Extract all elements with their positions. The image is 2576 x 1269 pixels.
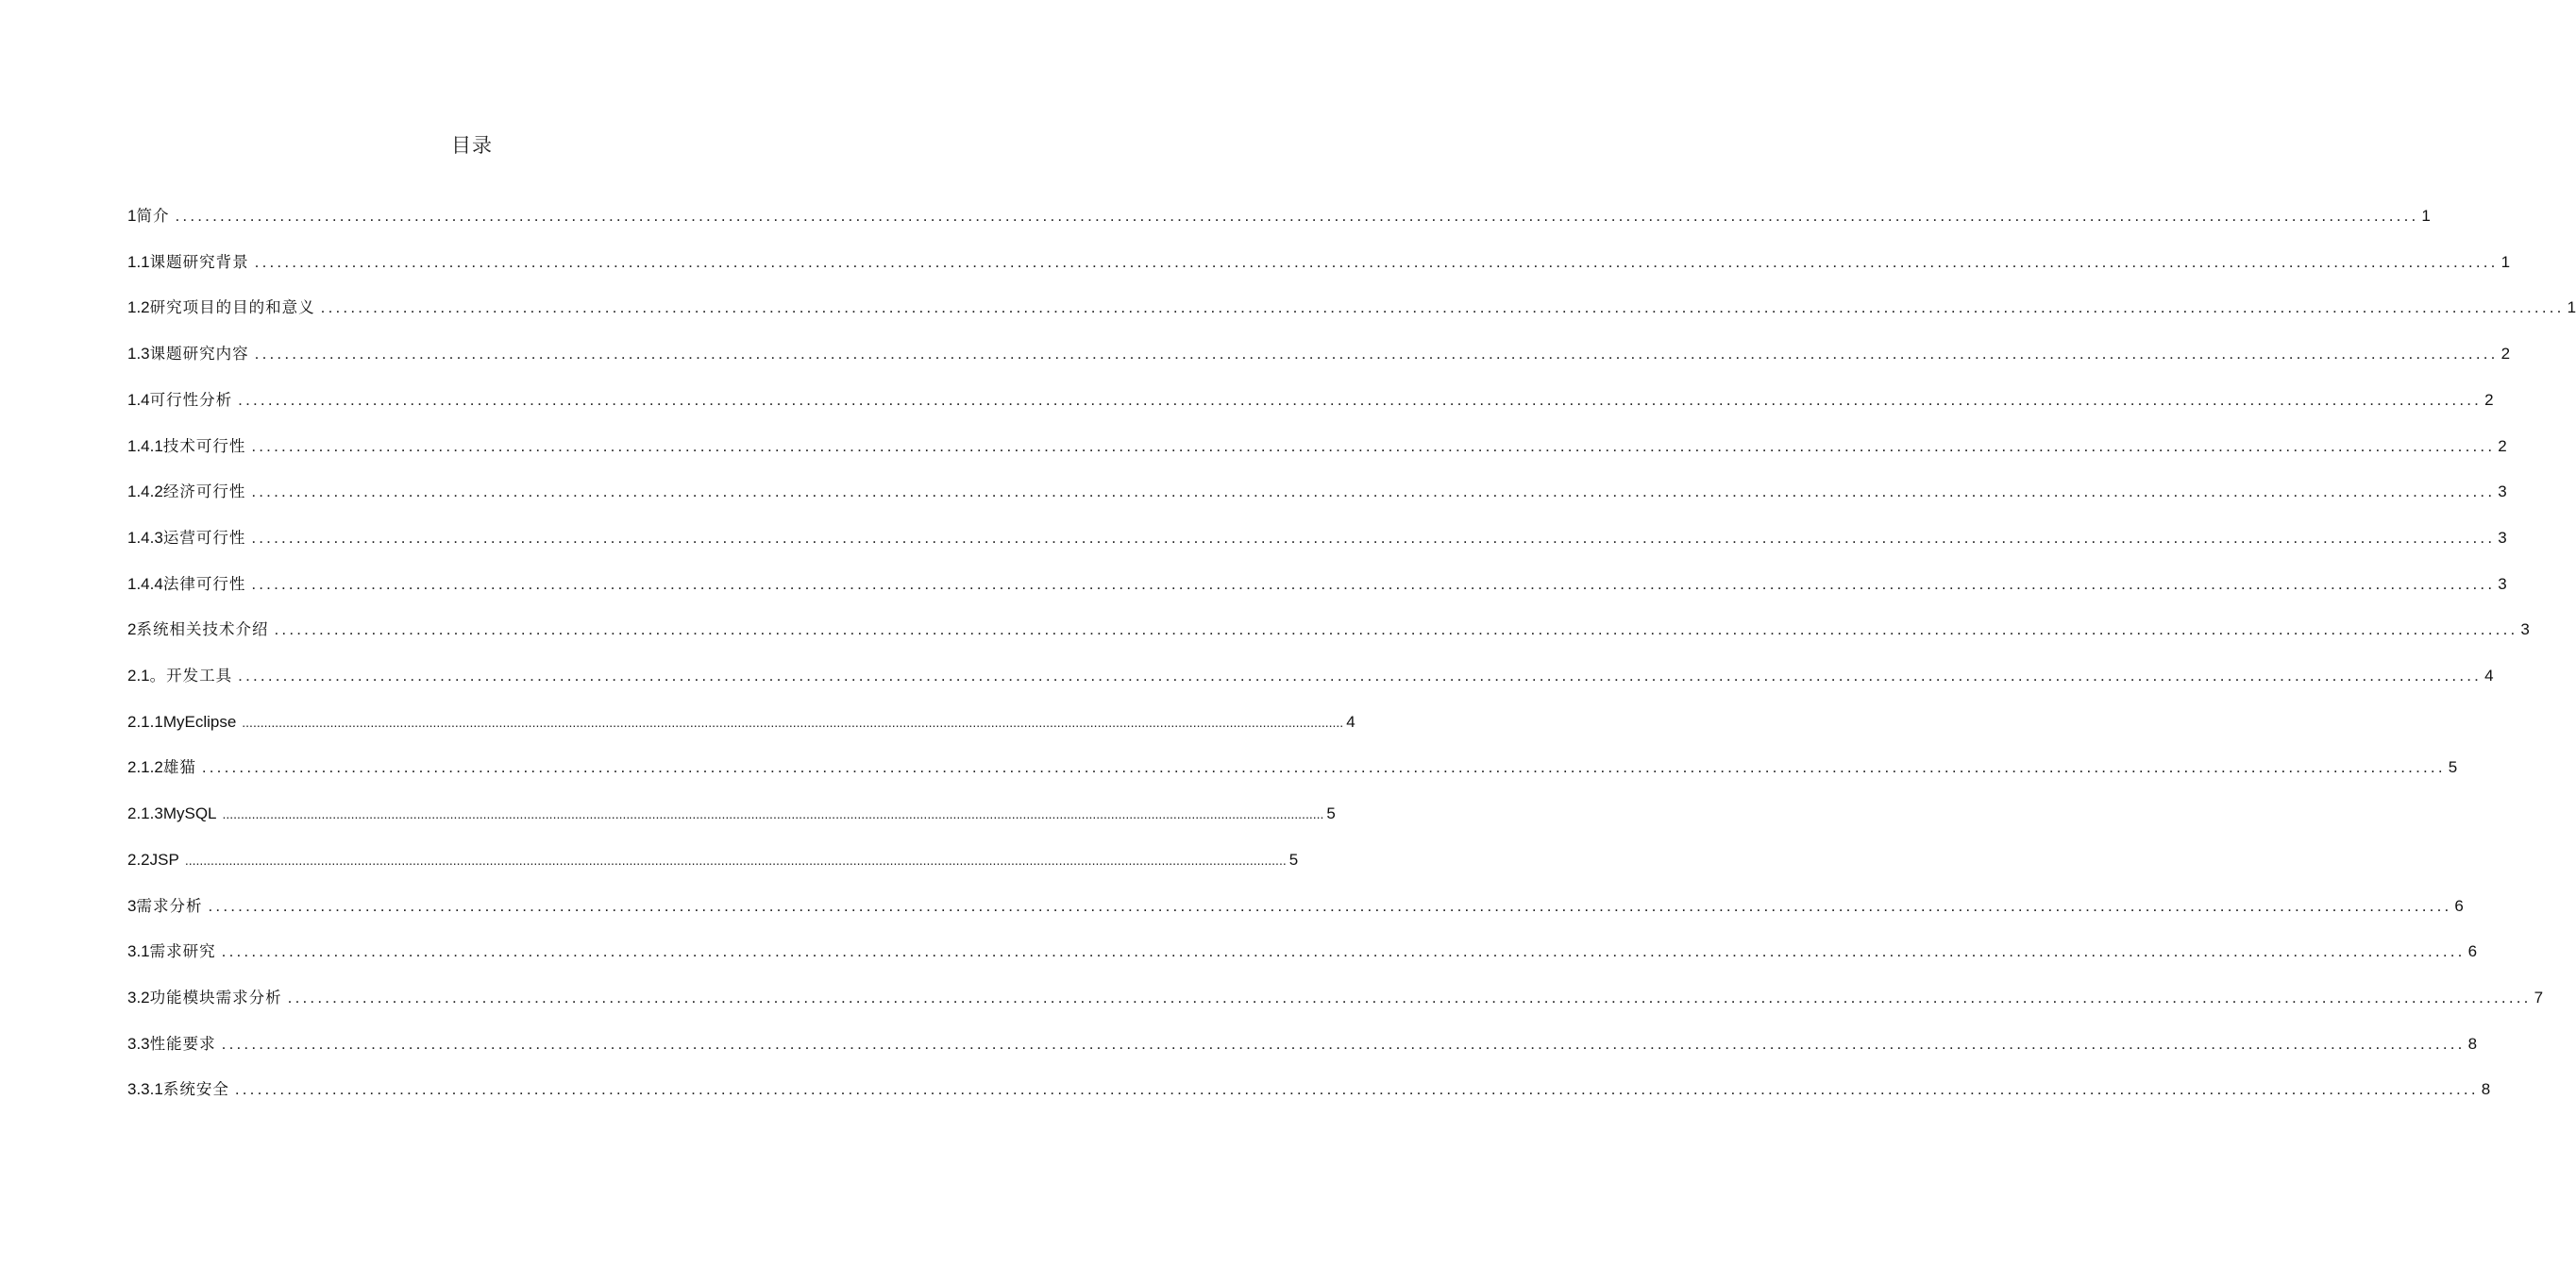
- toc-entry-title: 需求分析: [136, 896, 203, 915]
- toc-entry-number: 2.1.2: [127, 758, 163, 777]
- toc-entry[interactable]: [127, 618, 2530, 642]
- toc-entry-page-number: 6: [2467, 942, 2478, 961]
- toc-entry-page-number: 3: [2498, 574, 2507, 593]
- toc-leader-dots: ............................................................................................................................................................................................................................................................................................................: [221, 942, 2466, 961]
- toc-entry-number: 3.2: [127, 988, 150, 1007]
- toc-entry-page-number: 6: [2454, 896, 2464, 915]
- toc-leader-dots: ............................................................................................................................................................................................................................................................................................................: [251, 574, 2496, 593]
- toc-entry-number: 3.3.1: [127, 1080, 163, 1099]
- toc-entry-number: 2.2: [127, 850, 150, 869]
- toc-entry-number: 3: [127, 896, 137, 915]
- toc-entry-title: 技术可行性: [162, 436, 246, 455]
- toc-entry-number: 1.3: [127, 345, 150, 364]
- toc-entry-title: 功能模块需求分析: [149, 988, 282, 1007]
- toc-entry-number: 1.1: [127, 252, 150, 271]
- toc-leader-dots: ............................................................................................................................................................................................................................................................................................................: [320, 298, 2565, 317]
- toc-entry-page-number: 7: [2534, 988, 2544, 1007]
- toc-entry-number: 1.4.1: [127, 436, 163, 455]
- toc-entry[interactable]: [127, 1077, 2491, 1102]
- toc-entry[interactable]: [127, 480, 2507, 504]
- toc-entry-title: 。开发工具: [149, 667, 233, 685]
- toc-title: 目录: [451, 134, 493, 157]
- toc-entry-page-number: 3: [2498, 528, 2507, 547]
- toc-leader-dots: ............................................................................................................................................................................................................................................................................................................: [175, 207, 2419, 225]
- toc-entry-title: 研究项目的目的和意义: [149, 298, 315, 317]
- toc-entry-page-number: 5: [1326, 804, 1336, 823]
- toc-leader-dots: ............................................................................................................................................................................................................................................................................................................: [184, 852, 1287, 868]
- toc-entry[interactable]: [127, 755, 2458, 780]
- toc-entry[interactable]: [127, 250, 2511, 275]
- toc-entry-number: 2.1: [127, 667, 150, 685]
- toc-entry[interactable]: [127, 572, 2507, 597]
- toc-entry-title: 雄猫: [162, 758, 196, 777]
- toc-entry[interactable]: [127, 388, 2494, 413]
- toc-leader-dots: ............................................................................................................................................................................................................................................................................................................: [251, 528, 2496, 547]
- toc-entry[interactable]: [127, 986, 2544, 1010]
- toc-leader-dots: ............................................................................................................................................................................................................................................................................................................: [251, 436, 2496, 455]
- toc-entry-title: 系统安全: [162, 1080, 229, 1099]
- toc-leader-dots: ............................................................................................................................................................................................................................................................................................................: [201, 758, 2446, 777]
- toc-entry-page-number: 1: [2421, 207, 2431, 225]
- toc-entry-title: 法律可行性: [162, 574, 246, 593]
- toc-leader-dots: ............................................................................................................................................................................................................................................................................................................: [208, 896, 2452, 915]
- toc-entry-number: 1: [127, 207, 137, 225]
- toc-entry[interactable]: [127, 1032, 2478, 1057]
- toc-entry[interactable]: [127, 894, 2464, 919]
- toc-entry-number: 2.1.1: [127, 712, 163, 731]
- toc-entry-title: MySQL: [162, 804, 217, 823]
- toc-entry-title: 系统相关技术介绍: [136, 620, 269, 639]
- toc-entry-page-number: 5: [2448, 758, 2458, 777]
- toc-leader-dots: ............................................................................................................................................................................................................................................................................................................: [274, 620, 2518, 639]
- toc-entry-page-number: 3: [2498, 482, 2507, 501]
- toc-entry-title: 简介: [136, 207, 170, 225]
- toc-leader-dots: ............................................................................................................................................................................................................................................................................................................: [221, 1034, 2466, 1053]
- toc-entry-number: 1.4.3: [127, 528, 163, 547]
- toc-entry-title: 课题研究内容: [149, 345, 249, 364]
- toc-leader-dots: ............................................................................................................................................................................................................................................................................................................: [254, 252, 2499, 271]
- toc-entry-page-number: 2: [2498, 436, 2507, 455]
- toc-entry-number: 1.4: [127, 390, 150, 409]
- toc-entry-title: 课题研究背景: [149, 252, 249, 271]
- toc-entry-page-number: 8: [2481, 1080, 2491, 1099]
- toc-entry[interactable]: [127, 204, 2431, 228]
- toc-entry[interactable]: [127, 848, 1299, 872]
- toc-leader-dots: ............................................................................................................................................................................................................................................................................................................: [242, 714, 1344, 730]
- toc-entry-page-number: 2: [2484, 390, 2494, 409]
- toc-entry-title: JSP: [149, 850, 179, 869]
- toc-entry[interactable]: [127, 296, 2576, 320]
- toc-leader-dots: ............................................................................................................................................................................................................................................................................................................: [287, 988, 2532, 1007]
- toc-entry-title: 需求研究: [149, 942, 216, 961]
- toc-entry-title: 可行性分析: [149, 390, 233, 409]
- toc-entry-number: 1.4.4: [127, 574, 163, 593]
- toc-entry[interactable]: [127, 526, 2507, 550]
- toc-leader-dots: ............................................................................................................................................................................................................................................................................................................: [238, 390, 2483, 409]
- toc-entry-number: 2: [127, 620, 137, 639]
- toc-entry-title: 运营可行性: [162, 528, 246, 547]
- toc-leader-dots: ............................................................................................................................................................................................................................................................................................................: [222, 806, 1324, 822]
- toc-entry[interactable]: [127, 710, 1355, 735]
- toc-entry-number: 3.1: [127, 942, 150, 961]
- toc-entry-page-number: 3: [2520, 620, 2530, 639]
- toc-entry-title: 性能要求: [149, 1034, 216, 1053]
- toc-entry[interactable]: [127, 939, 2478, 964]
- toc-entry[interactable]: [127, 342, 2511, 366]
- toc-entry-page-number: 5: [1288, 850, 1299, 869]
- toc-leader-dots: ............................................................................................................................................................................................................................................................................................................: [234, 1080, 2479, 1099]
- toc-entry-page-number: 1: [2567, 298, 2576, 317]
- toc-entry-page-number: 2: [2500, 345, 2511, 364]
- toc-entry-title: MyEclipse: [162, 712, 237, 731]
- toc-leader-dots: ............................................................................................................................................................................................................................................................................................................: [254, 345, 2499, 364]
- toc-entry-number: 1.2: [127, 298, 150, 317]
- toc-entry-page-number: 4: [1346, 712, 1355, 731]
- toc-entry-page-number: 1: [2500, 252, 2511, 271]
- toc-entry-number: 3.3: [127, 1034, 150, 1053]
- toc-entry[interactable]: [127, 434, 2507, 459]
- toc-entry[interactable]: [127, 664, 2494, 688]
- toc-entry[interactable]: [127, 802, 1336, 826]
- toc-entry-number: 2.1.3: [127, 804, 163, 823]
- toc-entry-number: 1.4.2: [127, 482, 163, 501]
- toc-entry-title: 经济可行性: [162, 482, 246, 501]
- toc-leader-dots: ............................................................................................................................................................................................................................................................................................................: [238, 667, 2483, 685]
- toc-entry-page-number: 4: [2484, 667, 2494, 685]
- toc-leader-dots: ............................................................................................................................................................................................................................................................................................................: [251, 482, 2496, 501]
- toc-entry-page-number: 8: [2467, 1034, 2478, 1053]
